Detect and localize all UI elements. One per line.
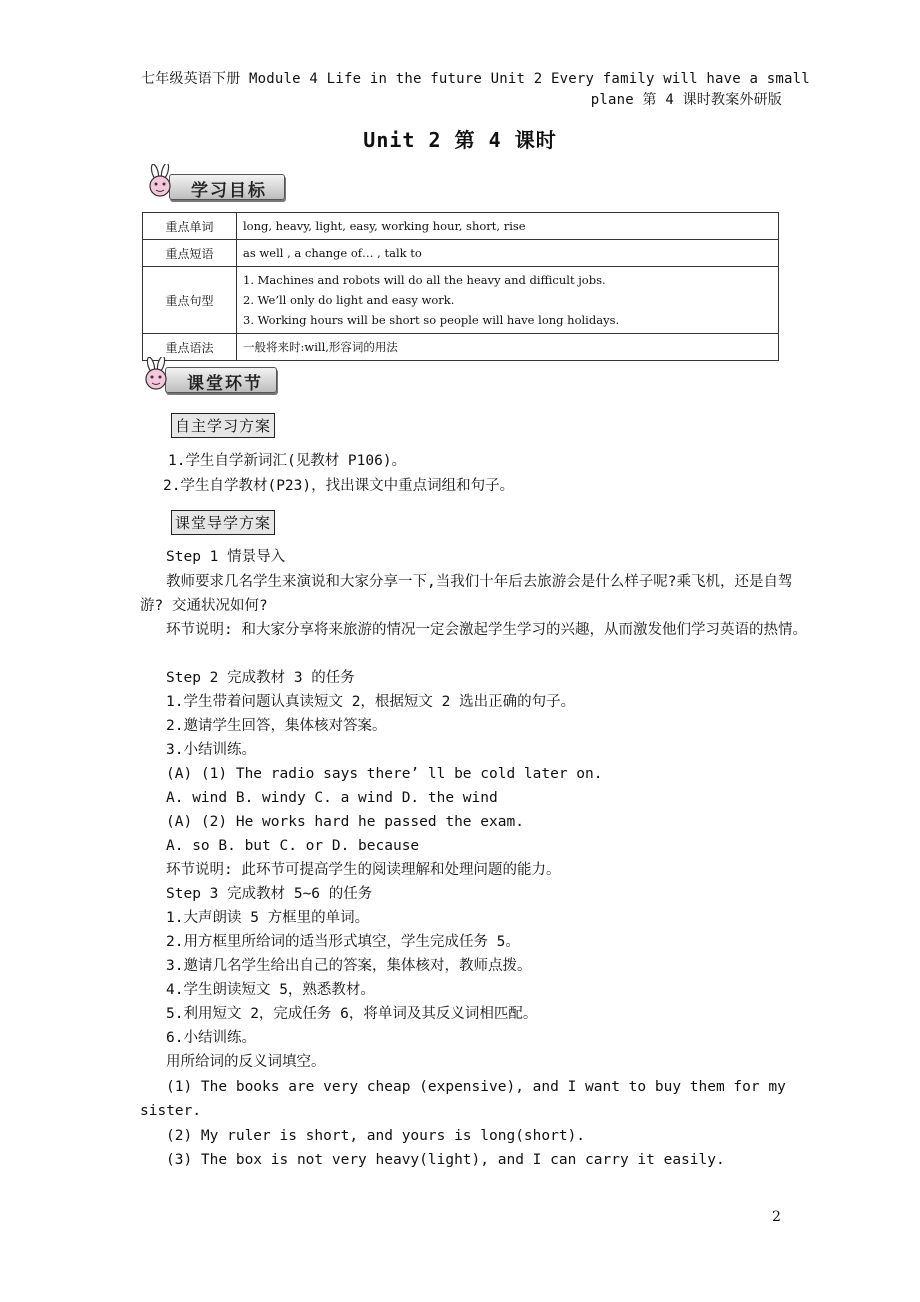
row-content — [237, 240, 779, 267]
objectives-banner — [143, 164, 285, 200]
row-content-line: 1. Machines and robots will do all the heavy and difficult jobs. — [243, 273, 606, 287]
row-label: 重点语法 — [143, 334, 237, 361]
classroom-banner-label: 课堂环节 — [187, 374, 263, 394]
row-content — [237, 213, 779, 240]
list-item: 2.邀请学生回答，集体核对答案。 — [166, 718, 387, 734]
exercise-options: A. wind B. windy C. a wind D. the wind — [166, 790, 498, 806]
list-item: 5.利用短文 2，完成任务 6，将单词及其反义词相匹配。 — [166, 1006, 538, 1022]
self-study-item: 2.学生自学教材(P23)，找出课文中重点词组和句子。 — [163, 478, 515, 494]
paragraph: 环节说明: 和大家分享将来旅游的情况一定会激起学生学习的兴趣，从而激发他们学习英语的热情。 — [166, 622, 807, 638]
row-content-line: 2. We’ll only do light and easy work. — [243, 293, 455, 307]
page-title: Unit 2 第 4 课时 — [363, 128, 557, 152]
exercise-options: A. so B. but C. or D. because — [166, 838, 420, 854]
step-heading: Step 1 情景导入 — [166, 549, 286, 565]
table-row — [143, 213, 779, 240]
list-item: 1.大声朗读 5 方框里的单词。 — [166, 910, 370, 926]
table-row — [143, 240, 779, 267]
list-item: 3.邀请几名学生给出自己的答案，集体核对，教师点拨。 — [166, 958, 532, 974]
objectives-table — [142, 212, 779, 361]
row-content-line: as well , a change of… , talk to — [243, 246, 422, 260]
classroom-banner — [139, 357, 277, 393]
guided-study-box-label: 课堂导学方案 — [171, 510, 275, 535]
self-study-box-label: 自主学习方案 — [171, 413, 275, 438]
list-item: 2.用方框里所给词的适当形式填空，学生完成任务 5。 — [166, 934, 520, 950]
cartoon-rabbit-icon — [143, 164, 183, 200]
exercise-question: (2) My ruler is short, and yours is long(short). — [166, 1128, 586, 1144]
paragraph: 教师要求几名学生来演说和大家分享一下,当我们十年后去旅游会是什么样子呢?乘飞机，还是自驾游? 交通状况如何? — [140, 574, 793, 614]
row-label: 重点短语 — [143, 240, 237, 267]
self-study-item: 1.学生自学新词汇(见教材 P106)。 — [168, 453, 407, 469]
exercise-question: (A) (2) He works hard he passed the exam. — [166, 814, 524, 830]
document-header-line-1: 七年级英语下册 Module 4 Life in the future Unit 2 Every family will have a small — [141, 71, 810, 87]
row-label: 重点单词 — [143, 213, 237, 240]
row-content-line: 一般将来时:will,形容词的用法 — [243, 340, 398, 354]
list-item: 1.学生带着问题认真读短文 2，根据短文 2 选出正确的句子。 — [166, 694, 576, 710]
cartoon-rabbit-icon — [139, 357, 179, 393]
document-header-line-2: plane 第 4 课时教案外研版 — [590, 92, 782, 108]
objectives-banner-label: 学习目标 — [191, 181, 267, 201]
list-item: 6.小结训练。 — [166, 1030, 256, 1046]
row-content — [237, 334, 779, 361]
paragraph: 用所给词的反义词填空。 — [166, 1054, 326, 1070]
exercise-question: (A) (1) The radio says there’ ll be cold later on. — [166, 766, 603, 782]
page-number: 2 — [772, 1209, 781, 1225]
step-heading: Step 2 完成教材 3 的任务 — [166, 670, 355, 686]
row-label: 重点句型 — [143, 267, 237, 334]
exercise-question: (3) The box is not very heavy(light), and I can carry it easily. — [166, 1152, 725, 1168]
step-heading: Step 3 完成教材 5~6 的任务 — [166, 886, 373, 902]
list-item: 3.小结训练。 — [166, 742, 256, 758]
list-item: 4.学生朗读短文 5，熟悉教材。 — [166, 982, 375, 998]
exercise-question: (1) The books are very cheap (expensive), and I want to buy them for my sister. — [140, 1079, 786, 1119]
table-row — [143, 267, 779, 334]
row-content-line: long, heavy, light, easy, working hour, short, rise — [243, 219, 526, 233]
paragraph: 环节说明: 此环节可提高学生的阅读理解和处理问题的能力。 — [166, 862, 561, 878]
row-content — [237, 267, 779, 334]
row-content-line: 3. Working hours will be short so people will have long holidays. — [243, 313, 620, 327]
